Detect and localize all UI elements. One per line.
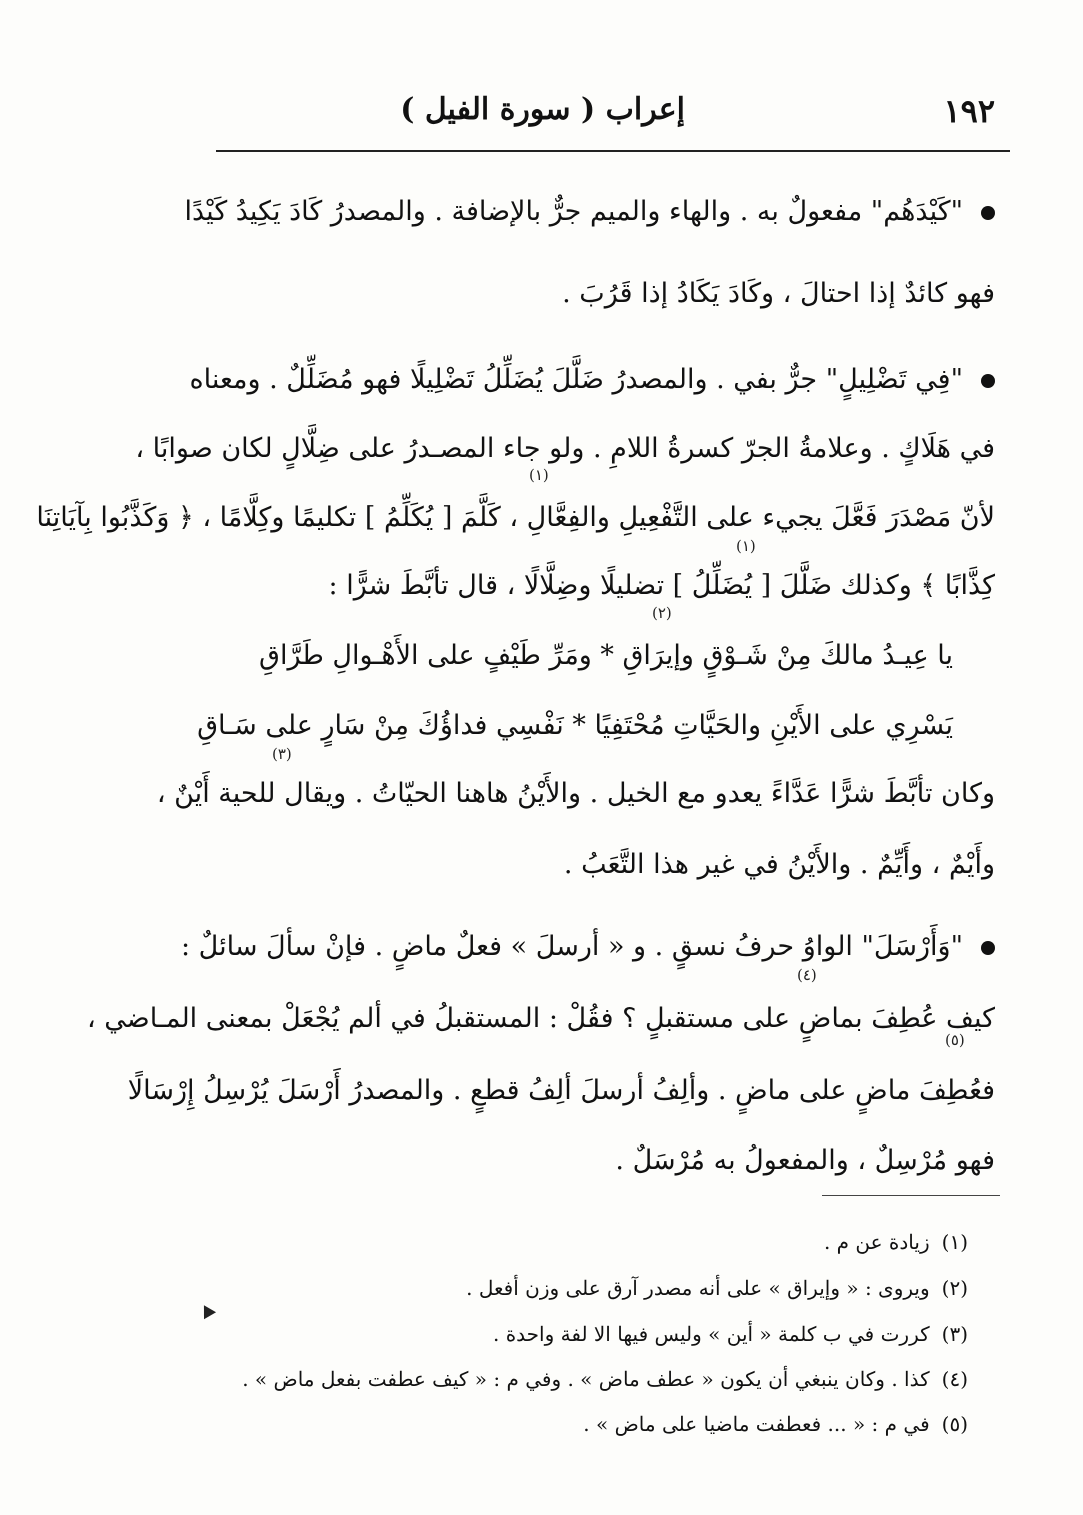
section-2-line-5: وكان تأبَّطَ شرًّا عَدَّاءً يعدو مع الخيل . والأَيْنُ هاهنا الحيّاتُ . ويقال للحية أَيْنٌ ،	[156, 778, 995, 809]
section-3-line-4: فهو مُرْسِلٌ ، والمفعولُ به مُرْسَلٌ .	[615, 1145, 995, 1176]
footnote-rule	[822, 1195, 1000, 1196]
bullet-icon	[981, 941, 995, 955]
footnote-marker: (١)	[736, 537, 756, 555]
footnote-marker: (٢)	[652, 604, 672, 622]
footnote-4: (٤)كذا . وكان ينبغي أن يكون « عطف ماض » . وفي م : « كيف عطفت بفعل ماض » .	[242, 1367, 968, 1391]
section-2-line-1: "فِي تَضْلِيلٍ" جرٌّ بفي . والمصدرُ ضَلَّلَ يُضَلِّلُ تَضْلِيلًا فهو مُضَلِّلٌ . ومعناه	[245, 358, 995, 402]
footnote-marker: (٤)	[797, 966, 817, 984]
footnote-marker: (٣)	[272, 745, 292, 763]
bullet-icon	[981, 206, 995, 220]
section-3-line-3: فعُطِفَ ماضٍ على ماضٍ . وألِفُ أرسلَ ألِفُ قطعٍ . والمصدرُ أَرْسَلَ يُرْسِلُ إِرْسَالًا	[127, 1075, 995, 1106]
footnote-5: (٥)في م : « ... فعطفت ماضيا على ماض » .	[583, 1412, 968, 1436]
footnote-1: (١)زيادة عن م .	[823, 1230, 968, 1254]
footnote-3: (٣)كررت في ب كلمة « أين » وليس فيها الا لفة واحدة .	[492, 1322, 968, 1346]
section-2-line-3: لأنّ مَصْدَرَ فَعَّلَ يجيء على التَّفْعِيلِ والفِعَّالِ ، كَلَّمَ [ يُكَلِّمُ ] تكليمًا وكِلَّامًا ، ﴿ وَكَذَّبُوا بِآيَاتِنَا	[36, 502, 995, 533]
section-1-line-2: فهو كائدٌ إذا احتالَ ، وكَادَ يَكَادُ إذا قَرُبَ .	[562, 278, 995, 309]
page-header	[210, 92, 995, 138]
verse-line-1: يا عِيـدُ مالكَ مِنْ شَـوْقٍ وإيرَاقِ * ومَرِّ طَيْفٍ على الأَهْـوالِ طَرَّاقِ	[259, 640, 953, 671]
section-2-line-4: كِذَّابًا ﴾ وكذلك ضَلَّلَ [ يُضَلِّلُ ] تضليلًا وضِلَّالًا ، قال تأبَّطَ شرًّا :	[328, 570, 995, 601]
footnote-marker: (٥)	[945, 1031, 965, 1049]
section-2-line-6: وأَيْمٌ ، وأَيِّمٌ . والأَيْنُ في غير هذا التَّعَبُ .	[563, 849, 995, 880]
verse-line-2: يَسْرِي على الأَيْنِ والحَيَّاتِ مُحْتَفِيًا * نَفْسِي فداؤُكَ مِنْ سَارٍ على سَـاقِ	[197, 710, 953, 741]
ink-speck-icon	[198, 1305, 216, 1322]
footnote-marker: (١)	[529, 466, 549, 484]
bullet-icon	[981, 374, 995, 388]
section-3-line-2: كيف عُطِفَ بماضٍ على مستقبلٍ ؟ فقُلْ : المستقبلُ في ألم يُجْعَلْ بمعنى المـاضي ،	[86, 1003, 995, 1034]
running-head: إعراب ( سورة الفيل )	[400, 92, 685, 127]
header-rule	[216, 150, 1010, 152]
section-1-line-1: "كَيْدَهُم" مفعولٌ به . والهاء والميم جرٌّ بالإضافة . والمصدرُ كَادَ يَكِيدُ كَيْدًا	[245, 190, 995, 234]
footnote-2: (٢)ويروى : « وإيراق » على أنه مصدر آرق على وزن أفعل .	[466, 1276, 968, 1300]
section-3-line-1: "وَأَرْسَلَ" الواوُ حرفُ نسقٍ . و « أرسلَ » فعلٌ ماضٍ . فإنْ سألَ سائلٌ :	[245, 925, 995, 969]
page-number: ١٩٢	[943, 92, 995, 130]
section-2-line-2: في هَلَاكٍ . وعلامةُ الجرّ كسرةُ اللامِ . ولو جاء المصـدرُ على ضِلَّالٍ لكان صوابًا ،	[135, 433, 995, 464]
